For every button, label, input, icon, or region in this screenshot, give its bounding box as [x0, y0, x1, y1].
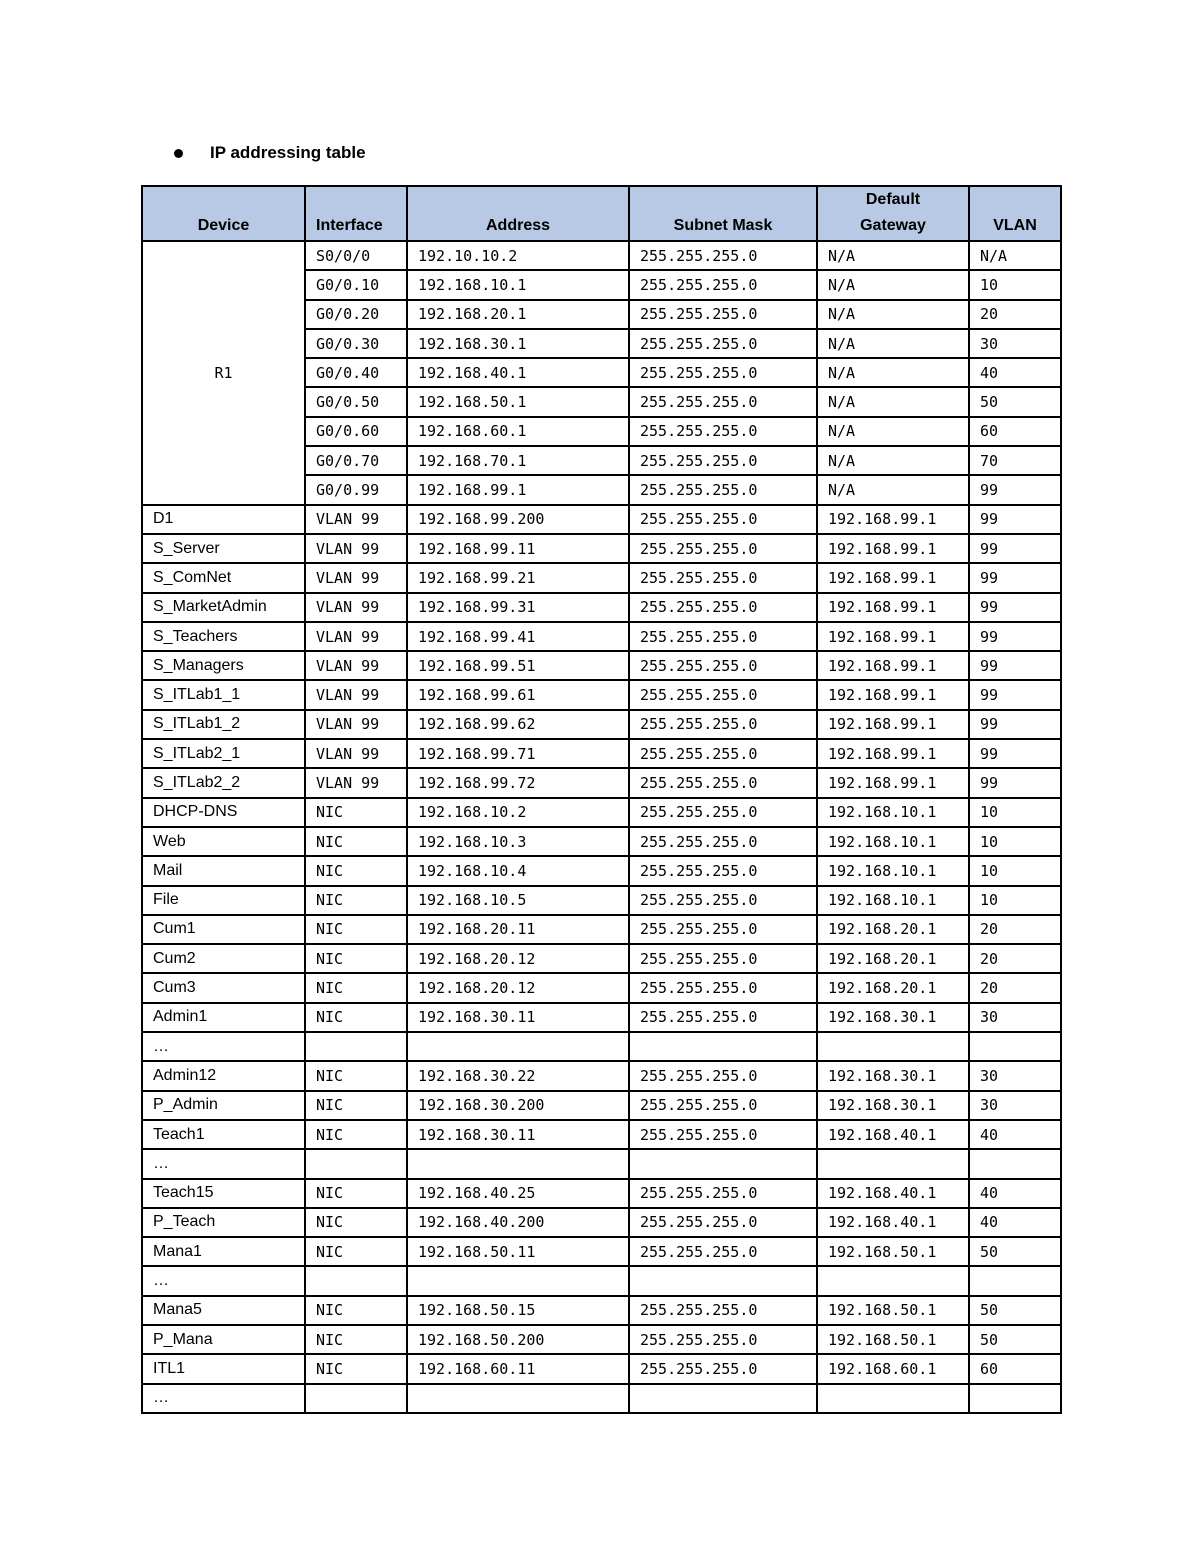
table-row: [142, 1032, 1061, 1061]
cell-vlan: 30: [969, 329, 1061, 358]
cell-vlan: 40: [969, 1120, 1061, 1149]
cell-vlan: 99: [969, 768, 1061, 797]
cell-device: DHCP-DNS: [142, 798, 305, 827]
cell-address: [407, 1384, 629, 1413]
table-row: [142, 1179, 1061, 1208]
cell-vlan: [969, 1149, 1061, 1178]
ip-addressing-table: [141, 185, 1062, 1414]
table-row: [142, 710, 1061, 739]
cell-interface: NIC: [305, 856, 407, 885]
cell-address: 192.168.50.11: [407, 1237, 629, 1266]
cell-interface: VLAN 99: [305, 710, 407, 739]
cell-subnet-mask: 255.255.255.0: [629, 563, 817, 592]
cell-address: 192.168.60.11: [407, 1354, 629, 1383]
cell-vlan: 50: [969, 1237, 1061, 1266]
cell-vlan: 30: [969, 1061, 1061, 1090]
header-vlan: VLAN: [969, 186, 1061, 241]
cell-device: P_Teach: [142, 1208, 305, 1237]
cell-gateway: N/A: [817, 417, 969, 446]
table-row: [142, 1003, 1061, 1032]
table-row: [142, 1120, 1061, 1149]
cell-interface: [305, 1032, 407, 1061]
cell-subnet-mask: 255.255.255.0: [629, 1296, 817, 1325]
cell-interface: S0/0/0: [305, 241, 407, 270]
cell-vlan: [969, 1032, 1061, 1061]
cell-interface: [305, 1266, 407, 1295]
cell-gateway: 192.168.10.1: [817, 886, 969, 915]
section-heading: [174, 143, 366, 163]
cell-subnet-mask: [629, 1266, 817, 1295]
cell-gateway: 192.168.40.1: [817, 1208, 969, 1237]
cell-subnet-mask: 255.255.255.0: [629, 856, 817, 885]
table-row: [142, 915, 1061, 944]
header-default-gateway: [817, 186, 969, 241]
table-row: [142, 563, 1061, 592]
cell-vlan: 10: [969, 798, 1061, 827]
cell-subnet-mask: 255.255.255.0: [629, 1120, 817, 1149]
cell-subnet-mask: 255.255.255.0: [629, 1061, 817, 1090]
table-row: [142, 886, 1061, 915]
cell-gateway: N/A: [817, 387, 969, 416]
table-row: [142, 1325, 1061, 1354]
cell-address: 192.168.40.25: [407, 1179, 629, 1208]
cell-interface: VLAN 99: [305, 680, 407, 709]
cell-subnet-mask: 255.255.255.0: [629, 886, 817, 915]
cell-address: 192.168.60.1: [407, 417, 629, 446]
cell-vlan: 99: [969, 710, 1061, 739]
cell-vlan: 10: [969, 886, 1061, 915]
cell-interface: VLAN 99: [305, 593, 407, 622]
cell-gateway: 192.168.10.1: [817, 856, 969, 885]
table-row: [142, 1061, 1061, 1090]
table-row: [142, 1296, 1061, 1325]
table-row: [142, 1237, 1061, 1266]
table-row: [142, 680, 1061, 709]
table-header-row: [142, 186, 1061, 241]
table-row: [142, 944, 1061, 973]
cell-gateway: 192.168.50.1: [817, 1325, 969, 1354]
cell-address: 192.168.99.51: [407, 651, 629, 680]
cell-device: S_Server: [142, 534, 305, 563]
cell-interface: NIC: [305, 1003, 407, 1032]
cell-subnet-mask: 255.255.255.0: [629, 505, 817, 534]
cell-interface: NIC: [305, 1325, 407, 1354]
cell-subnet-mask: 255.255.255.0: [629, 768, 817, 797]
table-row: [142, 768, 1061, 797]
cell-vlan: 99: [969, 622, 1061, 651]
cell-address: 192.168.99.61: [407, 680, 629, 709]
cell-device: …: [142, 1149, 305, 1178]
table-row: [142, 1208, 1061, 1237]
table-row: [142, 798, 1061, 827]
cell-gateway: 192.168.60.1: [817, 1354, 969, 1383]
cell-device: S_Managers: [142, 651, 305, 680]
cell-subnet-mask: 255.255.255.0: [629, 1237, 817, 1266]
cell-interface: VLAN 99: [305, 622, 407, 651]
cell-device: Cum1: [142, 915, 305, 944]
cell-subnet-mask: 255.255.255.0: [629, 417, 817, 446]
cell-gateway: 192.168.99.1: [817, 651, 969, 680]
cell-device: D1: [142, 505, 305, 534]
cell-interface: G0/0.30: [305, 329, 407, 358]
cell-interface: NIC: [305, 1354, 407, 1383]
cell-address: 192.168.20.11: [407, 915, 629, 944]
cell-device: S_ComNet: [142, 563, 305, 592]
cell-device: R1: [142, 241, 305, 505]
cell-subnet-mask: 255.255.255.0: [629, 446, 817, 475]
cell-interface: NIC: [305, 973, 407, 1002]
cell-vlan: 50: [969, 387, 1061, 416]
table-body: [142, 241, 1061, 1413]
cell-subnet-mask: 255.255.255.0: [629, 358, 817, 387]
cell-subnet-mask: 255.255.255.0: [629, 593, 817, 622]
cell-vlan: 40: [969, 1208, 1061, 1237]
cell-address: [407, 1032, 629, 1061]
cell-subnet-mask: 255.255.255.0: [629, 1179, 817, 1208]
cell-gateway: 192.168.10.1: [817, 827, 969, 856]
cell-interface: NIC: [305, 944, 407, 973]
cell-vlan: 99: [969, 739, 1061, 768]
cell-vlan: 10: [969, 827, 1061, 856]
cell-address: 192.168.30.11: [407, 1120, 629, 1149]
cell-subnet-mask: 255.255.255.0: [629, 241, 817, 270]
cell-vlan: [969, 1384, 1061, 1413]
cell-address: 192.168.10.1: [407, 270, 629, 299]
cell-device: Teach15: [142, 1179, 305, 1208]
cell-interface: NIC: [305, 1237, 407, 1266]
cell-subnet-mask: 255.255.255.0: [629, 534, 817, 563]
table-row: [142, 856, 1061, 885]
cell-interface: VLAN 99: [305, 563, 407, 592]
table-row: [142, 593, 1061, 622]
cell-gateway: 192.168.99.1: [817, 710, 969, 739]
table-row: [142, 827, 1061, 856]
cell-interface: G0/0.20: [305, 300, 407, 329]
table-row: [142, 1384, 1061, 1413]
cell-device: Cum2: [142, 944, 305, 973]
cell-interface: NIC: [305, 1208, 407, 1237]
cell-subnet-mask: 255.255.255.0: [629, 651, 817, 680]
cell-gateway: 192.168.20.1: [817, 944, 969, 973]
table-row: [142, 739, 1061, 768]
cell-gateway: 192.168.99.1: [817, 563, 969, 592]
cell-address: 192.168.99.41: [407, 622, 629, 651]
header-device: Device: [142, 186, 305, 241]
cell-device: S_ITLab2_2: [142, 768, 305, 797]
cell-interface: NIC: [305, 1061, 407, 1090]
cell-gateway: 192.168.10.1: [817, 798, 969, 827]
cell-subnet-mask: 255.255.255.0: [629, 680, 817, 709]
cell-vlan: 99: [969, 534, 1061, 563]
cell-address: 192.168.99.71: [407, 739, 629, 768]
cell-device: …: [142, 1384, 305, 1413]
cell-subnet-mask: 255.255.255.0: [629, 798, 817, 827]
cell-gateway: 192.168.20.1: [817, 915, 969, 944]
cell-address: 192.168.30.22: [407, 1061, 629, 1090]
cell-address: 192.168.50.1: [407, 387, 629, 416]
table-row: [142, 622, 1061, 651]
cell-address: 192.168.10.4: [407, 856, 629, 885]
cell-interface: VLAN 99: [305, 534, 407, 563]
cell-address: [407, 1149, 629, 1178]
cell-interface: VLAN 99: [305, 768, 407, 797]
cell-interface: NIC: [305, 886, 407, 915]
cell-address: 192.10.10.2: [407, 241, 629, 270]
cell-vlan: 60: [969, 1354, 1061, 1383]
table-row: [142, 241, 1061, 270]
cell-subnet-mask: 255.255.255.0: [629, 329, 817, 358]
cell-address: 192.168.20.12: [407, 973, 629, 1002]
cell-vlan: 40: [969, 1179, 1061, 1208]
cell-interface: NIC: [305, 798, 407, 827]
cell-vlan: 20: [969, 300, 1061, 329]
cell-subnet-mask: 255.255.255.0: [629, 1091, 817, 1120]
cell-gateway: N/A: [817, 241, 969, 270]
cell-interface: G0/0.10: [305, 270, 407, 299]
cell-gateway: 192.168.40.1: [817, 1120, 969, 1149]
cell-device: Admin1: [142, 1003, 305, 1032]
cell-address: 192.168.20.12: [407, 944, 629, 973]
cell-subnet-mask: 255.255.255.0: [629, 944, 817, 973]
cell-device: Teach1: [142, 1120, 305, 1149]
cell-gateway: 192.168.30.1: [817, 1061, 969, 1090]
header-gateway-line1: Default: [865, 191, 921, 208]
cell-vlan: 30: [969, 1003, 1061, 1032]
cell-device: P_Mana: [142, 1325, 305, 1354]
cell-vlan: 40: [969, 358, 1061, 387]
cell-gateway: 192.168.99.1: [817, 534, 969, 563]
cell-address: 192.168.50.200: [407, 1325, 629, 1354]
cell-device: File: [142, 886, 305, 915]
cell-interface: NIC: [305, 1296, 407, 1325]
cell-gateway: N/A: [817, 446, 969, 475]
cell-address: 192.168.99.21: [407, 563, 629, 592]
cell-vlan: 99: [969, 475, 1061, 504]
cell-device: S_Teachers: [142, 622, 305, 651]
header-subnet-mask: Subnet Mask: [629, 186, 817, 241]
cell-device: S_ITLab2_1: [142, 739, 305, 768]
cell-address: 192.168.10.3: [407, 827, 629, 856]
cell-address: 192.168.50.15: [407, 1296, 629, 1325]
cell-gateway: N/A: [817, 358, 969, 387]
table-row: [142, 534, 1061, 563]
heading-text: IP addressing table: [210, 143, 366, 162]
cell-vlan: 99: [969, 651, 1061, 680]
cell-address: 192.168.99.1: [407, 475, 629, 504]
cell-vlan: 60: [969, 417, 1061, 446]
cell-gateway: N/A: [817, 329, 969, 358]
cell-vlan: 99: [969, 593, 1061, 622]
cell-vlan: 30: [969, 1091, 1061, 1120]
cell-device: Mana1: [142, 1237, 305, 1266]
cell-subnet-mask: 255.255.255.0: [629, 622, 817, 651]
cell-interface: [305, 1149, 407, 1178]
cell-subnet-mask: 255.255.255.0: [629, 475, 817, 504]
cell-subnet-mask: 255.255.255.0: [629, 739, 817, 768]
cell-subnet-mask: 255.255.255.0: [629, 270, 817, 299]
cell-address: 192.168.40.1: [407, 358, 629, 387]
cell-gateway: [817, 1266, 969, 1295]
cell-gateway: [817, 1032, 969, 1061]
cell-gateway: 192.168.99.1: [817, 739, 969, 768]
cell-address: 192.168.99.200: [407, 505, 629, 534]
cell-device: Mail: [142, 856, 305, 885]
cell-device: S_ITLab1_1: [142, 680, 305, 709]
cell-subnet-mask: 255.255.255.0: [629, 915, 817, 944]
cell-interface: G0/0.60: [305, 417, 407, 446]
cell-subnet-mask: 255.255.255.0: [629, 1325, 817, 1354]
cell-interface: NIC: [305, 827, 407, 856]
cell-gateway: N/A: [817, 300, 969, 329]
table-row: [142, 651, 1061, 680]
cell-vlan: 50: [969, 1296, 1061, 1325]
cell-device: ITL1: [142, 1354, 305, 1383]
cell-address: 192.168.99.72: [407, 768, 629, 797]
cell-address: 192.168.99.62: [407, 710, 629, 739]
cell-gateway: 192.168.99.1: [817, 593, 969, 622]
cell-vlan: 50: [969, 1325, 1061, 1354]
cell-vlan: N/A: [969, 241, 1061, 270]
cell-interface: G0/0.50: [305, 387, 407, 416]
cell-address: 192.168.99.31: [407, 593, 629, 622]
cell-device: S_MarketAdmin: [142, 593, 305, 622]
cell-device: Cum3: [142, 973, 305, 1002]
cell-address: [407, 1266, 629, 1295]
cell-gateway: [817, 1384, 969, 1413]
cell-gateway: 192.168.99.1: [817, 505, 969, 534]
cell-gateway: 192.168.99.1: [817, 768, 969, 797]
cell-vlan: 10: [969, 270, 1061, 299]
cell-interface: NIC: [305, 1120, 407, 1149]
cell-vlan: 20: [969, 915, 1061, 944]
cell-address: 192.168.40.200: [407, 1208, 629, 1237]
cell-address: 192.168.70.1: [407, 446, 629, 475]
cell-interface: [305, 1384, 407, 1413]
cell-device: …: [142, 1266, 305, 1295]
table-row: [142, 1149, 1061, 1178]
cell-device: S_ITLab1_2: [142, 710, 305, 739]
cell-subnet-mask: [629, 1384, 817, 1413]
cell-subnet-mask: 255.255.255.0: [629, 973, 817, 1002]
cell-vlan: 99: [969, 680, 1061, 709]
cell-vlan: [969, 1266, 1061, 1295]
cell-vlan: 20: [969, 944, 1061, 973]
cell-subnet-mask: 255.255.255.0: [629, 1208, 817, 1237]
cell-interface: G0/0.40: [305, 358, 407, 387]
cell-device: Mana5: [142, 1296, 305, 1325]
header-gateway-line2: Gateway: [860, 217, 926, 234]
cell-device: …: [142, 1032, 305, 1061]
cell-address: 192.168.99.11: [407, 534, 629, 563]
cell-subnet-mask: 255.255.255.0: [629, 710, 817, 739]
cell-gateway: 192.168.99.1: [817, 680, 969, 709]
cell-interface: VLAN 99: [305, 505, 407, 534]
cell-address: 192.168.30.200: [407, 1091, 629, 1120]
cell-interface: NIC: [305, 1091, 407, 1120]
cell-interface: VLAN 99: [305, 739, 407, 768]
cell-gateway: 192.168.50.1: [817, 1296, 969, 1325]
cell-device: Admin12: [142, 1061, 305, 1090]
cell-address: 192.168.10.5: [407, 886, 629, 915]
cell-interface: G0/0.70: [305, 446, 407, 475]
cell-gateway: 192.168.40.1: [817, 1179, 969, 1208]
table-row: [142, 973, 1061, 1002]
cell-device: Web: [142, 827, 305, 856]
cell-subnet-mask: 255.255.255.0: [629, 827, 817, 856]
cell-interface: G0/0.99: [305, 475, 407, 504]
cell-address: 192.168.20.1: [407, 300, 629, 329]
cell-vlan: 20: [969, 973, 1061, 1002]
cell-interface: NIC: [305, 915, 407, 944]
cell-address: 192.168.30.1: [407, 329, 629, 358]
cell-vlan: 99: [969, 505, 1061, 534]
cell-subnet-mask: 255.255.255.0: [629, 1003, 817, 1032]
table-row: [142, 1091, 1061, 1120]
cell-address: 192.168.30.11: [407, 1003, 629, 1032]
table-row: [142, 505, 1061, 534]
cell-gateway: N/A: [817, 475, 969, 504]
cell-vlan: 10: [969, 856, 1061, 885]
cell-gateway: N/A: [817, 270, 969, 299]
cell-interface: NIC: [305, 1179, 407, 1208]
cell-subnet-mask: 255.255.255.0: [629, 387, 817, 416]
cell-subnet-mask: [629, 1032, 817, 1061]
header-address: Address: [407, 186, 629, 241]
table-row: [142, 1354, 1061, 1383]
cell-subnet-mask: [629, 1149, 817, 1178]
cell-vlan: 99: [969, 563, 1061, 592]
cell-gateway: 192.168.30.1: [817, 1003, 969, 1032]
cell-gateway: 192.168.99.1: [817, 622, 969, 651]
table-row: [142, 1266, 1061, 1295]
cell-device: P_Admin: [142, 1091, 305, 1120]
cell-vlan: 70: [969, 446, 1061, 475]
bullet-icon: [174, 149, 183, 158]
cell-address: 192.168.10.2: [407, 798, 629, 827]
cell-subnet-mask: 255.255.255.0: [629, 1354, 817, 1383]
cell-subnet-mask: 255.255.255.0: [629, 300, 817, 329]
cell-gateway: 192.168.50.1: [817, 1237, 969, 1266]
cell-gateway: 192.168.20.1: [817, 973, 969, 1002]
cell-gateway: 192.168.30.1: [817, 1091, 969, 1120]
cell-interface: VLAN 99: [305, 651, 407, 680]
cell-gateway: [817, 1149, 969, 1178]
header-interface: Interface: [305, 186, 407, 241]
